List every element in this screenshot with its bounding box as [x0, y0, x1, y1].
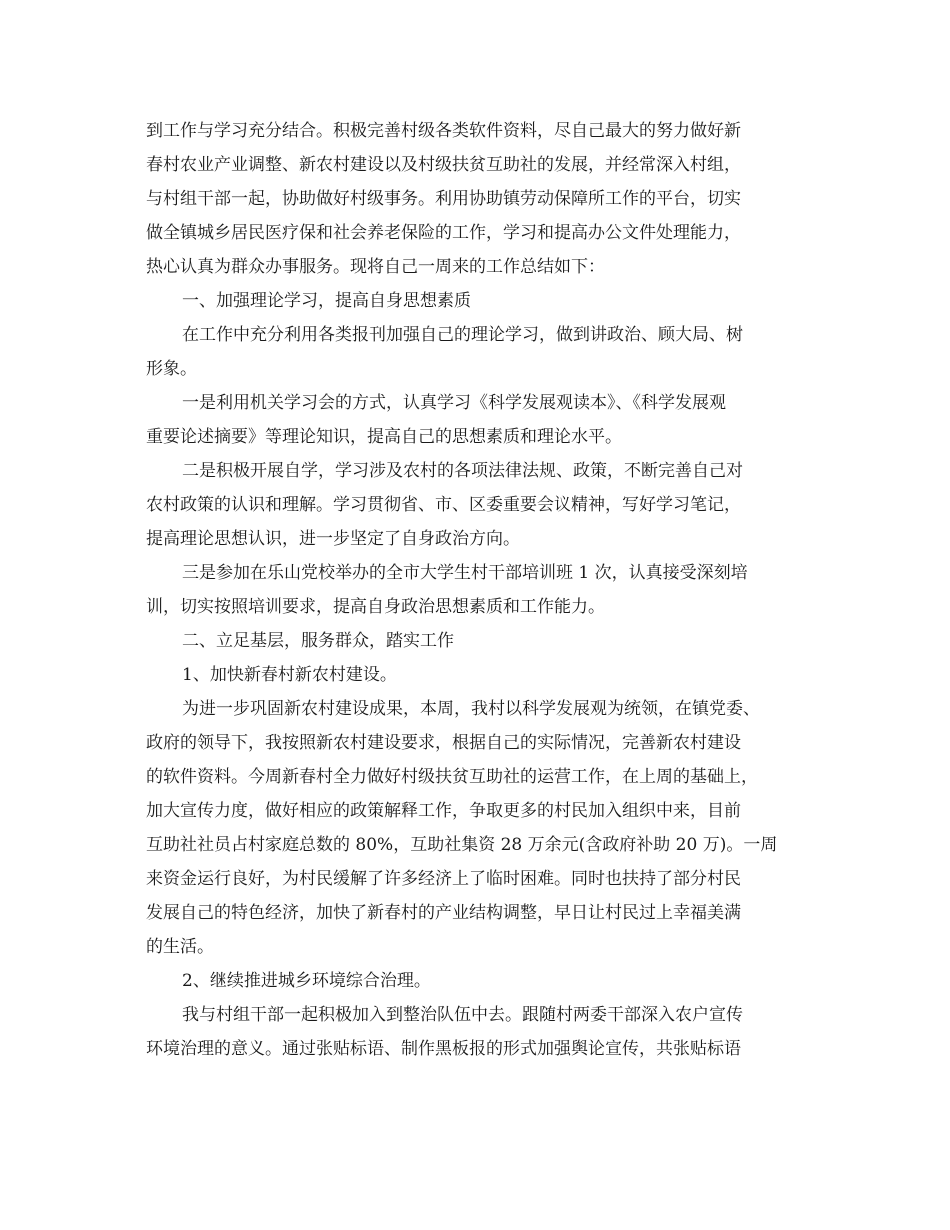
text-line: 1、加快新春村新农村建设。 — [182, 665, 397, 685]
text-line: 2、继续推进城乡环境综合治理。 — [182, 971, 431, 991]
text-line: 政府的领导下，我按照新农村建设要求，根据自己的实际情况，完善新农村建设 — [146, 733, 741, 753]
text-line: 一、加强理论学习，提高自身思想素质 — [182, 291, 471, 311]
text-line: 在工作中充分利用各类报刊加强自己的理论学习，做到讲政治、顾大局、树 — [182, 325, 743, 345]
text-line: 来资金运行良好，为村民缓解了许多经济上了临时困难。同时也扶持了部分村民 — [146, 869, 741, 889]
text-line: 环境治理的意义。通过张贴标语、制作黑板报的形式加强舆论宣传，共张贴标语 — [146, 1039, 741, 1059]
text-line: 热心认真为群众办事服务。现将自己一周来的工作总结如下： — [146, 257, 605, 277]
text-line: 三是参加在乐山党校举办的全市大学生村干部培训班 1 次，认真接受深刻培 — [182, 563, 748, 583]
text-line: 与村组干部一起，协助做好村级事务。利用协助镇劳动保障所工作的平台，切实 — [146, 189, 741, 209]
text-line: 互助社社员占村家庭总数的 80%，互助社集资 28 万余元(含政府补助 20 万)。一周 — [146, 835, 778, 855]
text-line: 发展自己的特色经济，加快了新春村的产业结构调整，早日让村民过上幸福美满 — [146, 903, 741, 923]
document-page — [146, 114, 802, 1066]
text-line: 到工作与学习充分结合。积极完善村级各类软件资料，尽自己最大的努力做好新 — [146, 121, 741, 141]
text-line: 农村政策的认识和理解。学习贯彻省、市、区委重要会议精神，写好学习笔记， — [146, 495, 741, 515]
text-line: 形象。 — [146, 359, 197, 379]
text-line: 的生活。 — [146, 937, 214, 957]
text-line: 做全镇城乡居民医疗保和社会养老保险的工作，学习和提高办公文件处理能力， — [146, 223, 741, 243]
text-line: 二、立足基层，服务群众，踏实工作 — [182, 631, 454, 651]
text-line: 二是积极开展自学，学习涉及农村的各项法律法规、政策，不断完善自己对 — [182, 461, 743, 481]
text-line: 提高理论思想认识，进一步坚定了自身政治方向。 — [146, 529, 520, 549]
text-line: 春村农业产业调整、新农村建设以及村级扶贫互助社的发展，并经常深入村组， — [146, 155, 741, 175]
text-line: 训，切实按照培训要求，提高自身政治思想素质和工作能力。 — [146, 597, 605, 617]
text-line: 我与村组干部一起积极加入到整治队伍中去。跟随村两委干部深入农户宣传 — [182, 1005, 743, 1025]
text-line: 的软件资料。今周新春村全力做好村级扶贫互助社的运营工作，在上周的基础上， — [146, 767, 758, 787]
text-line: 重要论述摘要》等理论知识，提高自己的思想素质和理论水平。 — [146, 427, 622, 447]
text-line: 加大宣传力度，做好相应的政策解释工作，争取更多的村民加入组织中来，目前 — [146, 801, 741, 821]
text-line: 一是利用机关学习会的方式，认真学习《科学发展观读本》、《科学发展观 — [182, 393, 726, 413]
text-line: 为进一步巩固新农村建设成果，本周，我村以科学发展观为统领，在镇党委、 — [182, 699, 760, 719]
